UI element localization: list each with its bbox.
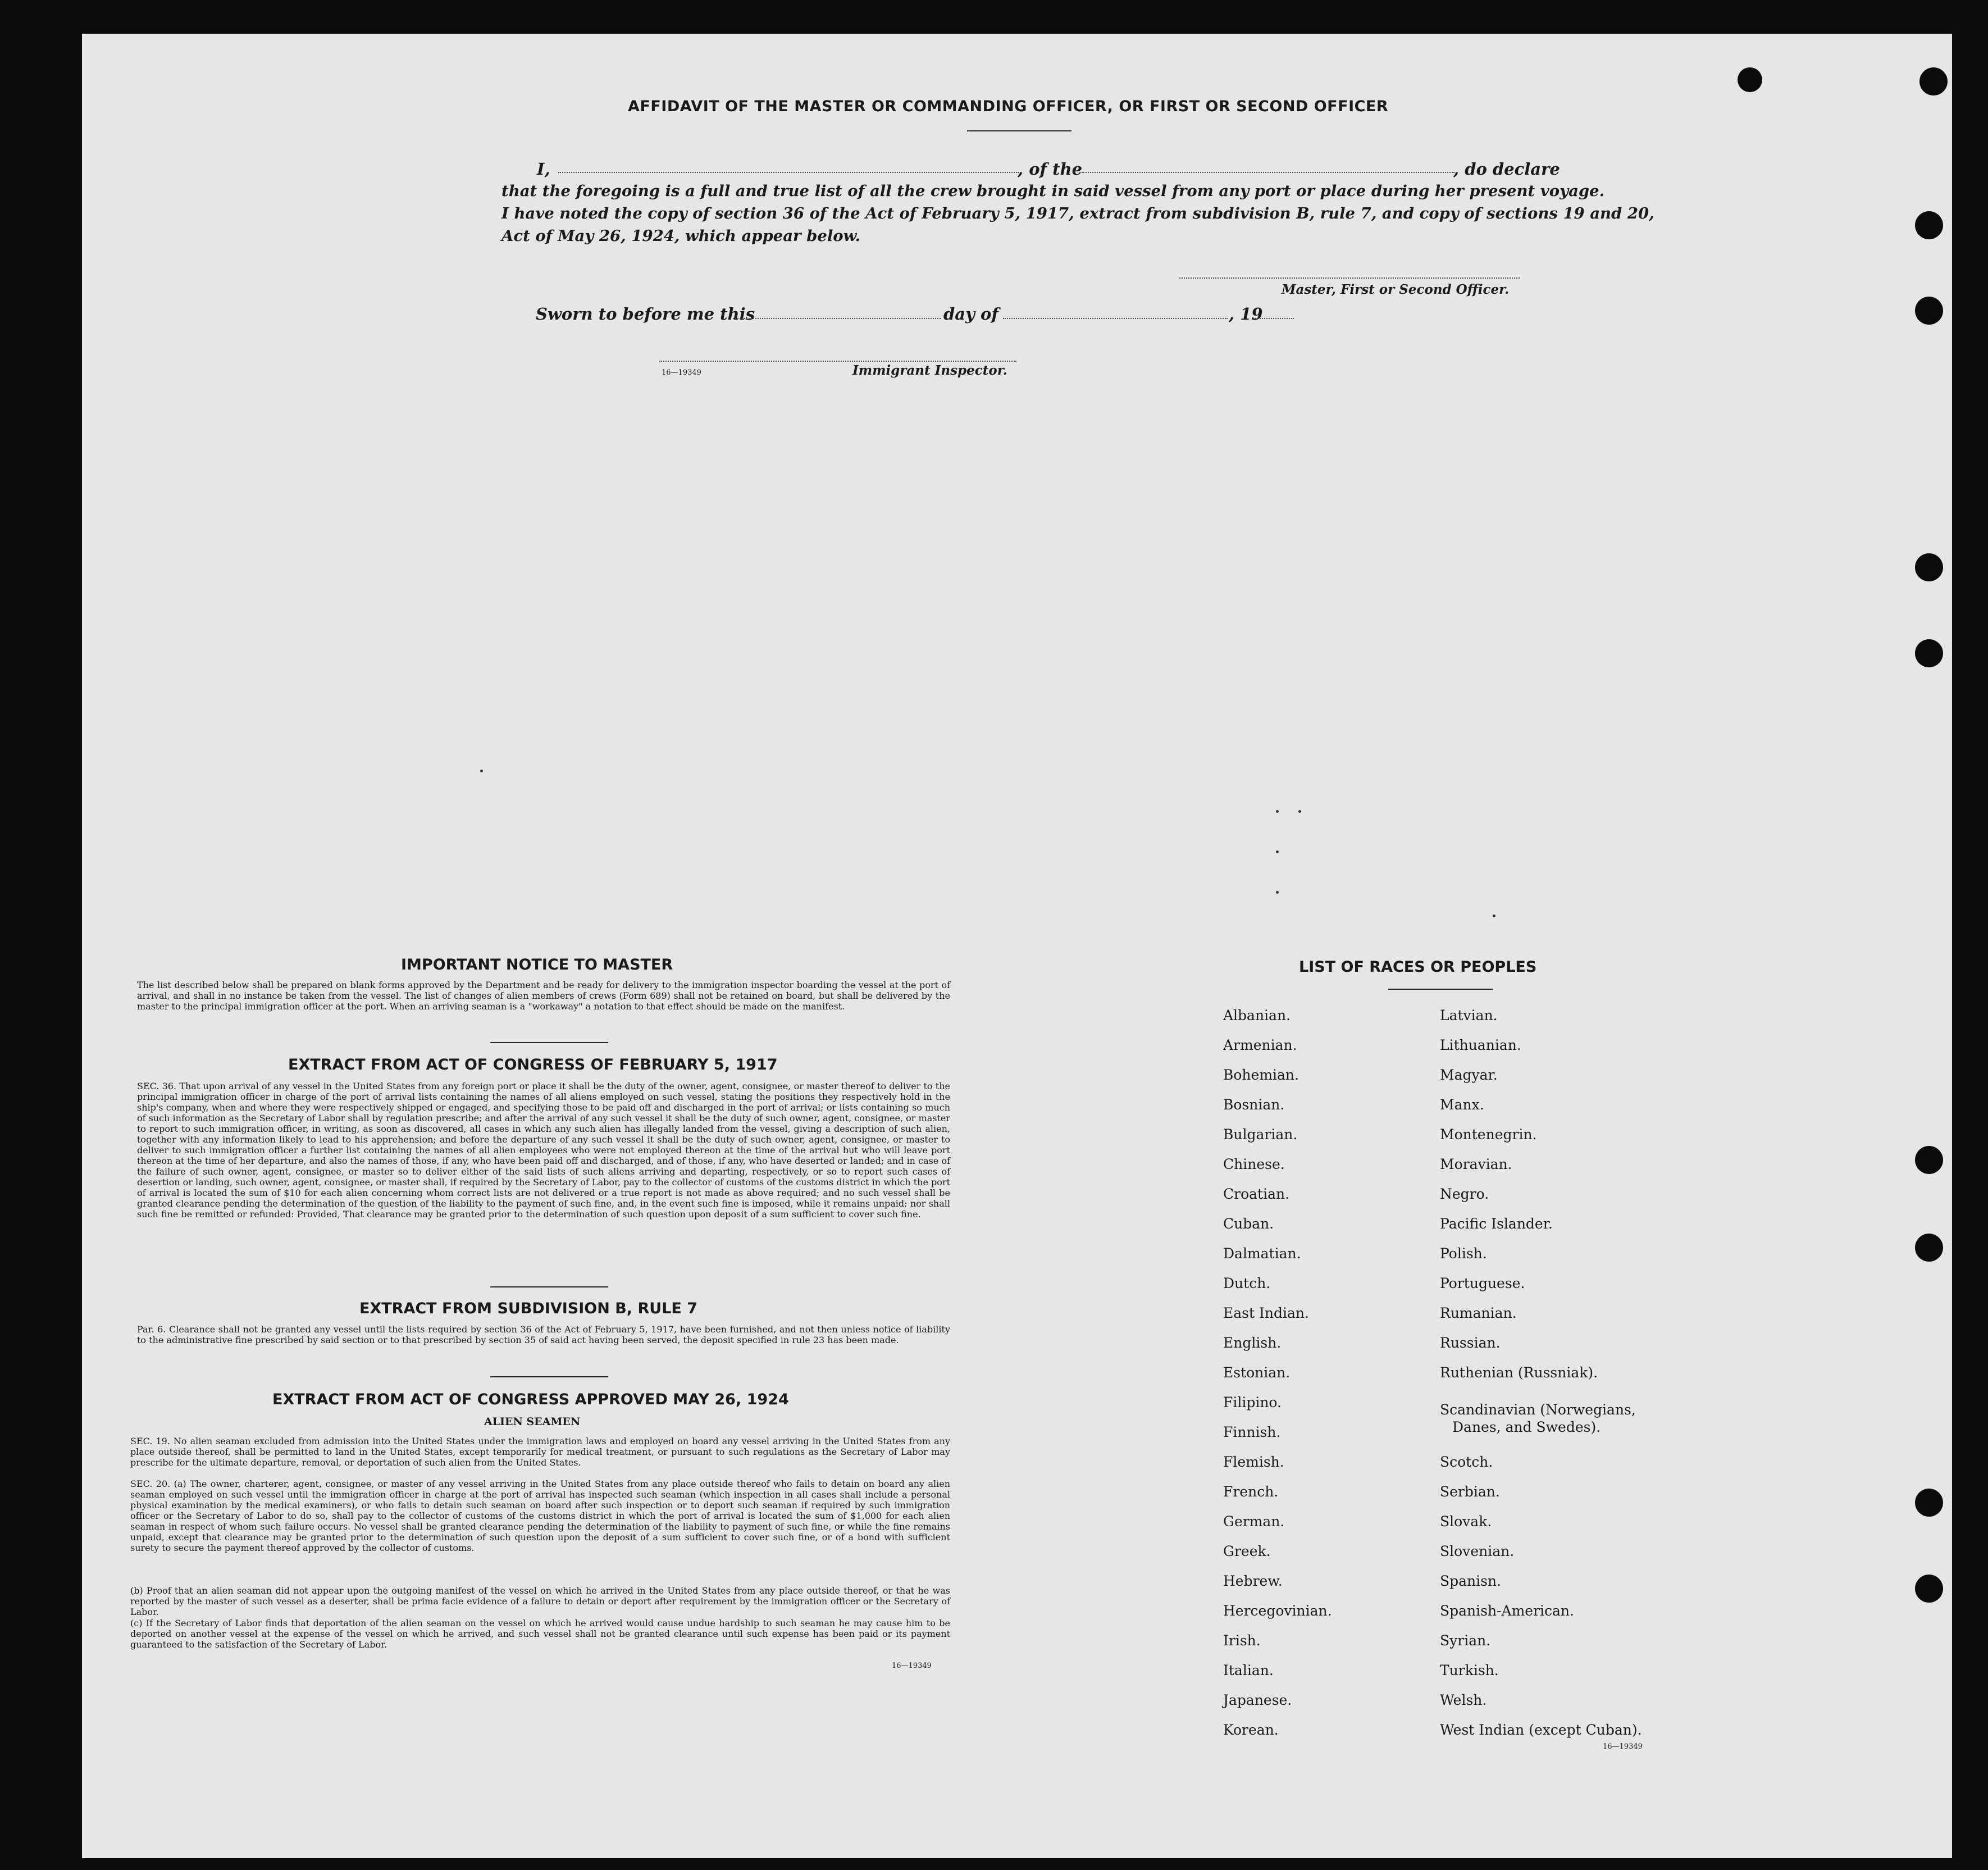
race-item: Rumanian. (1440, 1305, 1517, 1321)
race-item: Greek. (1223, 1543, 1271, 1559)
race-item: Bohemian. (1223, 1067, 1299, 1083)
race-item: Ruthenian (Russniak). (1440, 1364, 1598, 1381)
affidavit-line3: I have noted the copy of section 36 of the Act of February 5, 1917, extract from subdivision B, rule 7, and copy of sections 19 and 20, (501, 204, 1654, 222)
extract-1924-sec19: SEC. 19. No alien seaman excluded from admission into the United States under the immigration laws and employed on board any vessel arriving in the United States from any place outside thereof, shall be permitted to land in the United States, except temporarily for medical treatment, or pursuant to such regulations as the Secretary of Labor may prescribe for the ultimate departure, removal, or deportation of such alien from the United States. (130, 1436, 950, 1468)
name-field[interactable] (558, 172, 1019, 173)
race-item: Scotch. (1440, 1454, 1493, 1470)
affidavit-i: I, (537, 160, 550, 179)
race-item: English. (1223, 1335, 1282, 1351)
binder-hole (1915, 553, 1943, 581)
race-item: Irish. (1223, 1632, 1261, 1649)
notice-title: IMPORTANT NOTICE TO MASTER (401, 956, 673, 973)
race-item: Moravian. (1440, 1156, 1512, 1172)
race-item: Turkish. (1440, 1662, 1499, 1678)
speck (1298, 810, 1301, 813)
race-item: Flemish. (1223, 1454, 1284, 1470)
race-item: Japanese. (1223, 1692, 1292, 1708)
binder-hole (1915, 297, 1943, 325)
extract-1917-body: SEC. 36. That upon arrival of any vessel in the United States from any foreign port or place it shall be the duty of the owner, agent, consignee, or master thereof to deliver to the principal immigration officer in charge of the port of arrival lists containing the names of all aliens employed on such vessel, stating the positions they respectively hold in the ship's company, when and where they were respectively shipped or engaged, and specifying those to be paid off and discharged in the port of arrival; or lists containing so much of such information as the Secretary of Labor shall by regulation prescribe; and after the arrival of any such vessel it shall be the duty of such owner, agent, consignee, or master to report to such immigration officer, in writing, as soon as discovered, all cases in which any such alien has illegally landed from the vessel, giving a description of such alien, together with any information likely to lead to his apprehension; and before the departure of any such vessel it shall be the duty of such owner, agent, consignee, or master to deliver to such immigration officer a further list containing the names of all alien employees who were not employed thereon at the time of the arrival but who will leave port thereon at the time of her departure, and also the names of those, if any, who have been paid off and discharged, and of those, if any, who have deserted or landed; and in case of the failure of such owner, agent, consignee, or master so to deliver either of the said lists of such aliens arriving and departing, respectively, or so to report such cases of desertion or landing, such owner, agent, consignee, or master shall, if required by the Secretary of Labor, pay to the collector of customs of the customs district in which the port of arrival is located the sum of $10 for each alien concerning whom correct lists are not delivered or a true report is not made as above required; and no such vessel shall be granted clearance pending the determination of the question of the liability to the payment of such fine, and, in the event such fine is imposed, while it remains unpaid; nor shall such fine be remitted or refunded: Provided, That clearance may be granted prior to the determination of such question upon deposit of a sum sufficient to cover such fine. (137, 1081, 950, 1220)
race-item: Polish. (1440, 1245, 1487, 1262)
race-item: Dutch. (1223, 1275, 1271, 1291)
race-item: Portuguese. (1440, 1275, 1525, 1291)
race-item: Croatian. (1223, 1186, 1290, 1202)
extract-1924-title: EXTRACT FROM ACT OF CONGRESS APPROVED MAY 26, 1924 (272, 1391, 789, 1408)
race-item: Cuban. (1223, 1216, 1274, 1232)
speck (1276, 850, 1279, 853)
affidavit-of-the: , of the (1018, 160, 1083, 179)
race-item: Slovenian. (1440, 1543, 1515, 1559)
binder-hole (1915, 1146, 1943, 1174)
race-item: Albanian. (1223, 1007, 1291, 1023)
inspector-label: Immigrant Inspector. (852, 363, 1007, 378)
race-item: Chinese. (1223, 1156, 1285, 1172)
races-title-underline (1388, 989, 1493, 990)
race-item: Magyar. (1440, 1067, 1498, 1083)
race-item: West Indian (except Cuban). (1440, 1722, 1642, 1738)
race-item: Estonian. (1223, 1364, 1291, 1381)
speck (1493, 914, 1495, 917)
title-underline (967, 130, 1071, 131)
race-item: Bulgarian. (1223, 1126, 1298, 1143)
races-title: LIST OF RACES OR PEOPLES (1299, 958, 1537, 976)
divider (490, 1286, 608, 1287)
extract-rule7-title: EXTRACT FROM SUBDIVISION B, RULE 7 (359, 1300, 698, 1317)
race-item: Spanisn. (1440, 1573, 1502, 1589)
binder-hole (1915, 211, 1943, 239)
extract-rule7-body: Par. 6. Clearance shall not be granted any vessel until the lists required by section 36 of the Act of February 5, 1917, have been furnished, and not then unless notice of liability to the administrative fine prescribed by said section or to that prescribed by section 35 of said act having been served, the deposit specified in rule 23 has been made. (137, 1324, 950, 1345)
extract-1924-sec20c: (c) If the Secretary of Labor finds that deportation of the alien seaman on the vessel on which he arrived would cause undue hardship to such seaman he may cause him to be deported on another vessel at the expense of the vessel on which he arrived, and such vessel shall not be granted clearance until such expense has been paid or its payment guaranteed to the satisfaction of the Secretary of Labor. (130, 1618, 950, 1650)
race-item: Korean. (1223, 1722, 1279, 1738)
extract-1924-sec20a: SEC. 20. (a) The owner, charterer, agent, consignee, or master of any vessel arriving in the United States from any place outside thereof who fails to detain on board any alien seaman employed on such vessel until the immigration officer in charge at the port of arrival has inspected such seaman (which inspection in all cases shall include a personal physical examination by the medical examiners), or who fails to detain such seaman on board after such inspection or to deport such seaman if required by such immigration officer or the Secretary of Labor to do so, shall pay to the collector of customs of the customs district in which the port of arrival is located the sum of $1,000 for each alien seaman in respect of whom such failure occurs. No vessel shall be granted clearance pending the determination of the liability to payment of such fine, or while the fine remains unpaid, except that clearance may be granted prior to the determination of such question upon the deposit of a sum sufficient to cover such fine, or of a bond with sufficient surety to secure the payment thereof approved by the collector of customs. (130, 1478, 950, 1553)
race-item: Syrian. (1440, 1632, 1491, 1649)
alien-seamen-subtitle: ALIEN SEAMEN (484, 1416, 581, 1428)
affidavit-title: AFFIDAVIT OF THE MASTER OR COMMANDING OFFICER, OR FIRST OR SECOND OFFICER (628, 98, 1389, 115)
race-item: Danes, and Swedes). (1452, 1419, 1601, 1435)
race-item: Dalmatian. (1223, 1245, 1301, 1262)
race-item: Italian. (1223, 1662, 1274, 1678)
extract-1917-title: EXTRACT FROM ACT OF CONGRESS OF FEBRUARY 5, 1917 (288, 1056, 778, 1073)
signature-label: Master, First or Second Officer. (1282, 282, 1510, 297)
day-of-label: day of (943, 304, 998, 324)
form-number: 16—19349 (892, 1662, 932, 1670)
race-item: Negro. (1440, 1186, 1489, 1202)
sworn-label: Sworn to before me this (536, 304, 755, 324)
race-item: German. (1223, 1513, 1285, 1530)
speck (1276, 891, 1279, 894)
binder-hole (1919, 67, 1948, 95)
race-item: Finnish. (1223, 1424, 1281, 1440)
race-item: Slovak. (1440, 1513, 1492, 1530)
divider (490, 1376, 608, 1377)
sworn-day-field[interactable] (733, 318, 941, 319)
race-item: Lithuanian. (1440, 1037, 1521, 1053)
speck (480, 770, 483, 772)
race-item: Welsh. (1440, 1692, 1487, 1708)
document-page (82, 34, 1952, 1858)
inspector-signature-field[interactable] (659, 361, 1016, 362)
race-item: Pacific Islander. (1440, 1216, 1553, 1232)
binder-hole (1915, 1489, 1943, 1517)
vessel-field[interactable] (1082, 172, 1454, 173)
race-item: Bosnian. (1223, 1096, 1285, 1113)
race-item: Spanish-American. (1440, 1603, 1574, 1619)
race-item: Filipino. (1223, 1394, 1282, 1411)
signature-field[interactable] (1179, 277, 1520, 279)
speck (1276, 810, 1279, 813)
form-number: 16—19349 (662, 368, 701, 377)
year-prefix: , 19 (1229, 304, 1263, 324)
affidavit-do-declare: , do declare (1453, 160, 1560, 179)
affidavit-line2: that the foregoing is a full and true list of all the crew brought in said vessel from any port or place during her present voyage. (501, 182, 1605, 200)
extract-1924-sec20b: (b) Proof that an alien seaman did not appear upon the outgoing manifest of the vessel on which he arrived in the United States from any place outside thereof, or that he was reported by the master of such vessel as a deserter, shall be prima facie evidence of a failure to detain or deport after requirement by the immigration officer or the Secretary of Labor. (130, 1585, 950, 1617)
race-item: East Indian. (1223, 1305, 1309, 1321)
binder-hole (1738, 67, 1762, 92)
race-item: Scandinavian (Norwegians, (1440, 1402, 1636, 1418)
race-item: Latvian. (1440, 1007, 1498, 1023)
year-field[interactable] (1253, 318, 1294, 319)
race-item: Russian. (1440, 1335, 1501, 1351)
race-item: Manx. (1440, 1096, 1484, 1113)
notice-body: The list described below shall be prepared on blank forms approved by the Department and be ready for delivery to the immigration inspector boarding the vessel at the port of arrival, and shall in no instance be taken from the vessel. The list of changes of alien members of crews (Form 689) shall not be retained on board, but shall be delivered by the master to the principal immigration officer at the port. When an arriving seaman is a "workaway" a notation to that effect should be made on the manifest. (137, 980, 950, 1012)
race-item: Serbian. (1440, 1484, 1500, 1500)
binder-hole (1915, 1575, 1943, 1603)
sworn-month-field[interactable] (1003, 318, 1228, 319)
affidavit-line4: Act of May 26, 1924, which appear below. (501, 227, 861, 245)
race-item: Hebrew. (1223, 1573, 1283, 1589)
binder-hole (1915, 639, 1943, 667)
race-item: Armenian. (1223, 1037, 1297, 1053)
form-number: 16—19349 (1603, 1742, 1643, 1751)
binder-hole (1915, 1234, 1943, 1262)
divider (490, 1042, 608, 1043)
race-item: French. (1223, 1484, 1279, 1500)
race-item: Hercegovinian. (1223, 1603, 1332, 1619)
race-item: Montenegrin. (1440, 1126, 1537, 1143)
